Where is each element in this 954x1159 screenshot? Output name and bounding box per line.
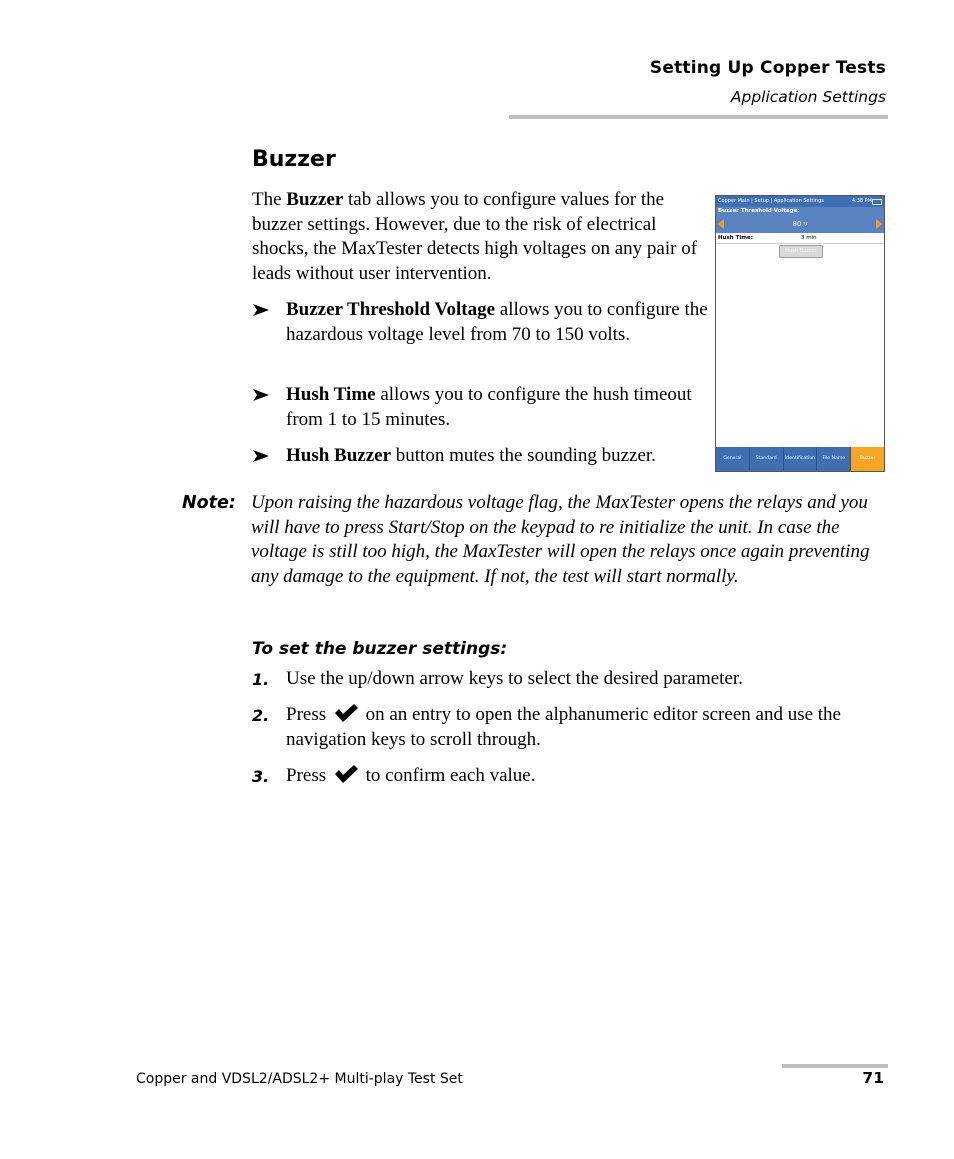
intro-post: tab allows you to configure values for the buzzer settings. However, due to the risk of electrical shocks, the MaxTester detects high voltages on any pair of leads without user intervention.: [252, 189, 698, 284]
tab-buzzer[interactable]: Buzzer: [851, 447, 884, 471]
checkmark-icon: [333, 764, 359, 784]
step-text-pre: Press: [286, 704, 331, 725]
header-rule: [509, 115, 888, 119]
bullet-text: allows you to configure the hazardous voltage level from 70 to 150 volts.: [286, 299, 708, 345]
procedure-step: [252, 703, 892, 752]
tab-file-name[interactable]: File Name: [817, 447, 851, 471]
tab-standard[interactable]: Standard: [750, 447, 784, 471]
intro-paragraph: [252, 188, 708, 286]
hush-buzzer-button[interactable]: Hush Buzzer: [779, 245, 823, 258]
tab-identification[interactable]: Identification: [784, 447, 818, 471]
device-title-bar: [716, 196, 884, 207]
bullet-item: [252, 444, 708, 469]
device-clock: 4:38 PM: [851, 198, 872, 204]
arrow-right-icon[interactable]: [876, 219, 882, 229]
tab-general[interactable]: General: [716, 447, 750, 471]
step-text-pre: Press: [286, 765, 331, 786]
bullet-item: [252, 298, 708, 347]
hush-time-value: 3 min: [801, 235, 817, 241]
step-number: 2.: [252, 706, 270, 725]
threshold-value: 80 v: [792, 220, 808, 228]
intro-pre: The: [252, 189, 287, 210]
threshold-label: Buzzer Threshold Voltage:: [718, 208, 800, 214]
intro-term: Buzzer: [286, 189, 344, 210]
step-text: Use the up/down arrow keys to select the desired parameter.: [286, 668, 743, 689]
arrow-bullet-icon: [252, 303, 270, 317]
hush-time-label: Hush Time:: [718, 235, 753, 241]
arrow-bullet-icon: [252, 449, 270, 463]
procedure-step: [252, 667, 892, 692]
hush-time-row[interactable]: [716, 233, 884, 244]
bullet-term: Hush Buzzer: [286, 445, 392, 466]
note-text: Upon raising the hazardous voltage flag, the MaxTester opens the relays and you will have to press Start/Stop on the keypad to re initialize the unit. In case the voltage is still too high, the MaxTester will open the relays once again preventing any damage to the equipment. If not, the test will start normally.: [251, 492, 870, 587]
checkmark-icon: [333, 703, 359, 723]
running-header-chapter: Setting Up Copper Tests: [649, 58, 886, 78]
step-text-post: on an entry to open the alphanumeric editor screen and use the navigation keys to scroll through.: [286, 704, 841, 750]
threshold-row[interactable]: [716, 207, 884, 233]
section-title: Buzzer: [252, 147, 336, 172]
step-number: 3.: [252, 767, 270, 786]
device-tab-bar: [716, 447, 884, 471]
battery-icon: [872, 199, 882, 205]
device-breadcrumb: Copper Main | Setup | Application Settings: [718, 198, 824, 204]
procedure-step: [252, 764, 892, 789]
bullet-text: button mutes the sounding buzzer.: [391, 445, 656, 466]
bullet-term: Hush Time: [286, 384, 376, 405]
step-number: 1.: [252, 670, 270, 689]
device-screenshot: [715, 195, 885, 472]
note-label: Note:: [182, 493, 236, 513]
footer-rule: [782, 1064, 888, 1068]
running-header-section: Application Settings: [730, 88, 886, 106]
page-number: 71: [862, 1069, 884, 1087]
bullet-term: Buzzer Threshold Voltage: [286, 299, 496, 320]
footer-title: Copper and VDSL2/ADSL2+ Multi-play Test Set: [136, 1071, 463, 1087]
procedure-title: To set the buzzer settings:: [252, 639, 508, 659]
arrow-bullet-icon: [252, 388, 270, 402]
bullet-item: [252, 383, 708, 432]
step-text-post: to confirm each value.: [360, 765, 536, 786]
bullet-text: allows you to configure the hush timeout from 1 to 15 minutes.: [286, 384, 692, 430]
